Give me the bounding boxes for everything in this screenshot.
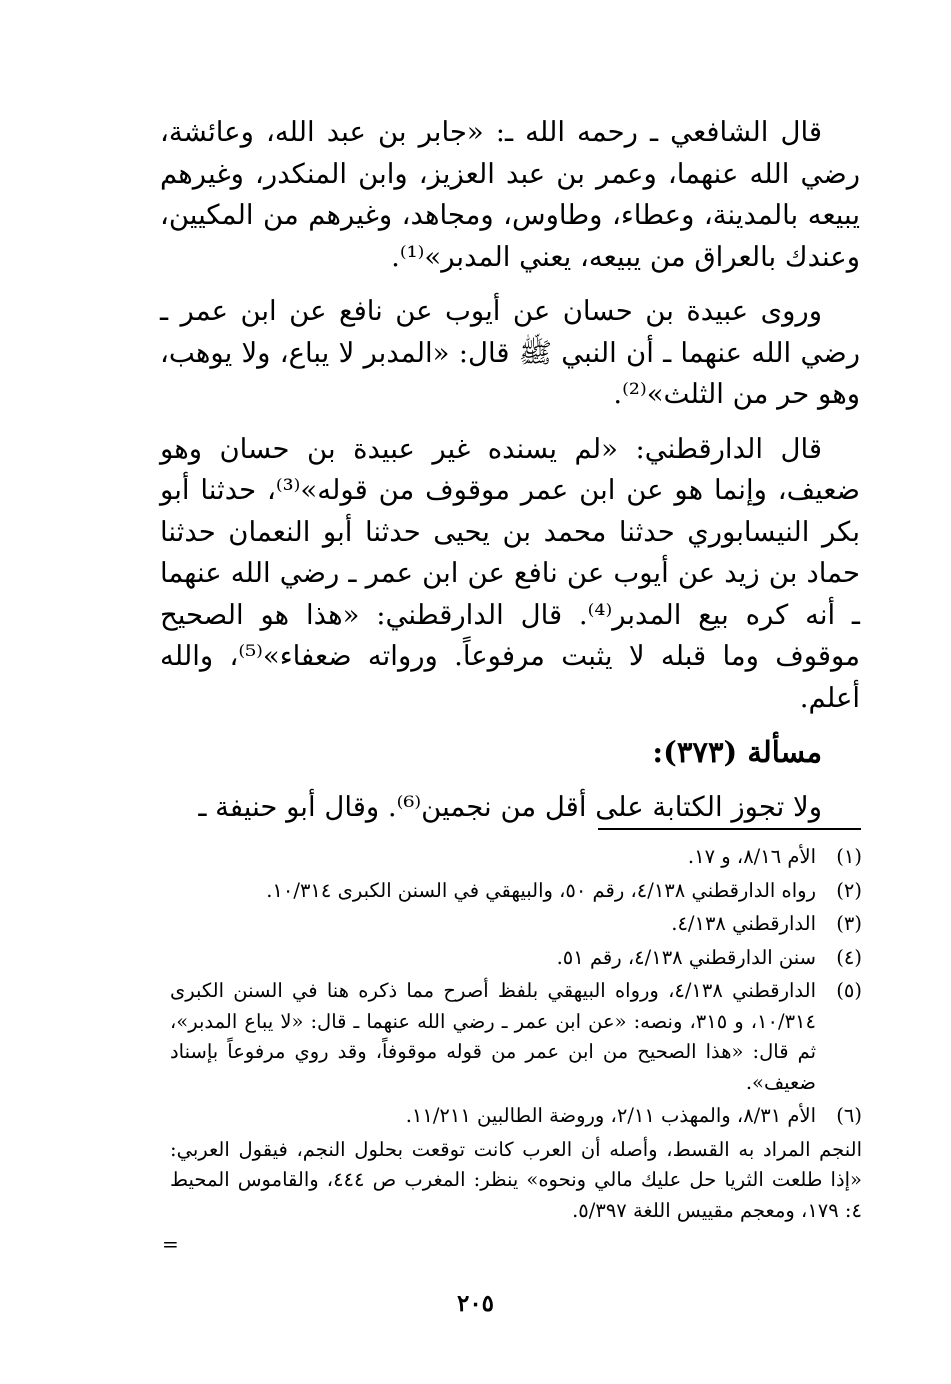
footnote-text: رواه الدارقطني ٤/١٣٨، رقم ٥٠، والبيهقي في السنن الكبرى ١٠/٣١٤. [266, 878, 816, 902]
masala-text: ولا تجوز الكتابة على أقل من نجمين⁽⁶⁾. وقال أبو حنيفة ـ [198, 790, 822, 823]
page-number: ٢٠٥ [456, 1290, 495, 1317]
footnote-text: سنن الدارقطني ٤/١٣٨، رقم ٥١. [556, 945, 816, 969]
footnote-text: الدارقطني ٤/١٣٨. [671, 912, 816, 935]
masala-heading: مسألة (٣٧٣): [652, 735, 822, 769]
footnote-item [170, 842, 862, 873]
footnotes [170, 842, 862, 1226]
footnote-text: الأم ٨/٣١، والمهذب ٢/١١، وروضة الطالبين ١١/٢١١. [405, 1104, 816, 1127]
paragraph-shafii: قال الشافعي ـ رحمه الله ـ: «جابر بن عبد الله، وعائشة، رضي الله عنهما، وعمر بن عبد العزيز، وابن المنكدر، وغيرهم يبيعه بالمدينة، وعطاء، وطاوس، ومجاهد، وغيرهم من المكيين، وعندك بالعراق من يبيعه، يعني المدبر»⁽¹⁾. [160, 116, 860, 273]
footnote-text: الدارقطني ٤/١٣٨، ورواه البيهقي بلفظ أصرح مما ذكره هنا في السنن الكبرى ١٠/٣١٤، و ٣١٥، ونصه: «عن ابن عمر ـ رضي الله عنهما ـ قال: «لا يباع المدبر»، ثم قال: «هذا الصحيح من ابن عمر من قوله موقوفاً، وقد روي مرفوعاً بإسناد ضعيف». [170, 979, 817, 1094]
footnote-text: الأم ٨/١٦، و ١٧. [687, 845, 816, 868]
footnote-number: (١) [836, 845, 862, 868]
footnote-number: (٣) [836, 912, 862, 935]
footnote-item [170, 876, 862, 907]
footnote-number: (٦) [836, 1104, 862, 1127]
paragraph-ubayda: وروى عبيدة بن حسان عن أيوب عن نافع عن ابن عمر ـ رضي الله عنهما ـ أن النبي ﷺ قال: «المدبر لا يباع، ولا يوهب، وهو حر من الثلث»⁽²⁾. [160, 295, 860, 410]
footnote-number: (٥) [836, 979, 862, 1002]
paragraph-daraqutni: قال الدارقطني: «لم يسنده غير عبيدة بن حسان وهو ضعيف، وإنما هو عن ابن عمر موقوف من قوله»⁽³⁾، حدثنا أبو بكر النيسابوري حدثنا محمد بن يحيى حدثنا أبو النعمان حدثنا حماد بن زيد عن أيوب عن نافع عن ابن عمر ـ رضي الله عنهما ـ أنه كره بيع المدبر⁽⁴⁾. قال الدارقطني: «هذا هو الصحيح موقوف وما قبله لا يثبت مرفوعاً. ورواته ضعفاء»⁽⁵⁾، والله أعلم. [160, 432, 860, 714]
footnote-number: (٤) [836, 945, 862, 969]
footnote-item [170, 909, 862, 940]
footnote-item [170, 976, 862, 1098]
continuation-mark: = [162, 1232, 179, 1256]
footnote-continuation: النجم المراد به القسط، وأصله أن العرب كانت توقعت بحلول النجم، فيقول العربي: «إذا طلعت الثريا حل عليك مالي ونحوه» ينظر: المغرب ص ٤٤٤، والقاموس المحيط ٤: ١٧٩، ومعجم مقييس اللغة ٥/٣٩٧. [170, 1137, 862, 1222]
footnote-number: (٢) [836, 878, 862, 902]
main-text [160, 112, 860, 841]
footnote-separator [598, 828, 861, 830]
footnote-item [170, 1101, 862, 1132]
footnote-item [170, 943, 862, 974]
